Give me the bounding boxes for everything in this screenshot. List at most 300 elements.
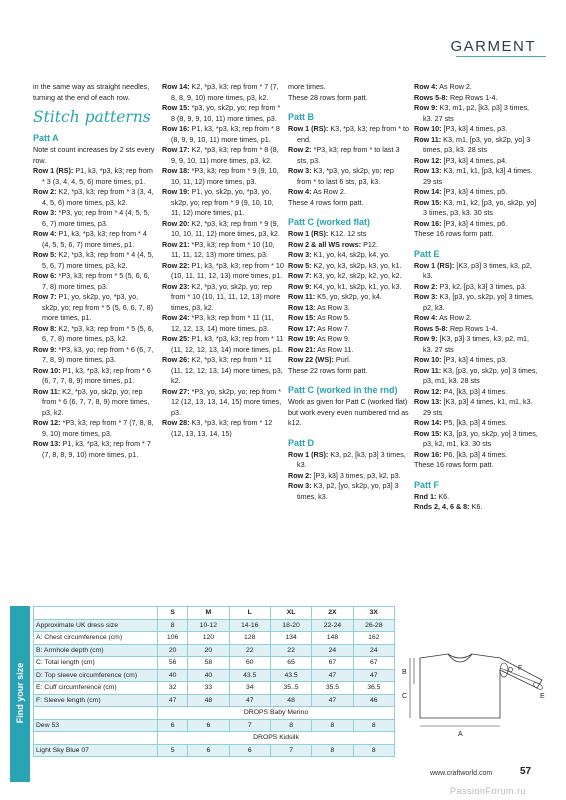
row-text: P1, k3, *p3, k3; rep from * 6 (6, 7, 7, 8, 9) more times, p1. [42, 365, 151, 385]
row-label: Row 2 & all WS rows: [288, 239, 362, 249]
pattern-row [414, 292, 540, 313]
measurement-value: 8 [353, 744, 394, 757]
row-text: Rep Rows 1-4. [447, 323, 498, 333]
column-1 [33, 82, 155, 460]
measurement-value: 40 [158, 669, 188, 682]
measurement-value: 46 [353, 694, 394, 707]
size-table-row [34, 694, 395, 707]
measurement-label: Light Sky Blue 07 [34, 744, 158, 757]
row-text: [P3, k3] 4 times, p6. [441, 218, 508, 228]
row-label: Rnds 2, 4, 6 & 8: [414, 502, 470, 511]
intro-text: in the same way as straight needles, turning at the end of each row. [33, 82, 150, 102]
column-3 [288, 82, 410, 502]
pattern-row [33, 324, 155, 345]
measurement-value: 58 [188, 657, 229, 670]
measurement-value: 24 [353, 644, 394, 657]
pattern-row [288, 250, 410, 261]
pattern-row [33, 439, 155, 460]
patt-e-rows [414, 261, 540, 461]
patt-a-lead: more times. [288, 82, 326, 91]
row-label: Row 7: [33, 292, 57, 301]
row-label: Row 15: [414, 428, 442, 438]
row-text: P6, [k3, p3] 4 times. [441, 449, 508, 459]
pattern-row [414, 387, 540, 398]
pattern-row [162, 261, 284, 282]
row-text: P12. [361, 239, 378, 249]
measurement-value: 18-20 [270, 619, 311, 632]
row-text: K4, yo, k1, sk2p, k1, yo, k3. [311, 281, 402, 291]
measurement-value: 120 [188, 632, 229, 645]
measurement-value: 20 [158, 644, 188, 657]
pattern-row [162, 187, 284, 219]
row-label: Row 5: [288, 260, 312, 270]
pattern-row [414, 429, 540, 450]
measurement-label: E: Cuff circumference (cm) [34, 682, 158, 695]
row-label: Row 13: [414, 397, 442, 406]
row-text: K2, *p3, k3; rep from * 5 (5, 6, 6, 7, 8) more times, p3, k2. [42, 323, 154, 343]
column-4 [414, 82, 540, 513]
row-label: Row 3: [288, 166, 312, 175]
row-text: As Row 5. [315, 313, 350, 322]
row-label: Row 23: [162, 281, 190, 291]
row-text: K3, [p3, yo, sk2p, yo] 3 times, p3, k2, m1, k3. 30 sts [423, 428, 538, 448]
row-label: Row 3: [288, 481, 312, 490]
size-table-header [34, 607, 395, 620]
row-label: Row 21: [162, 239, 190, 249]
row-label: Row 2: [414, 281, 438, 291]
measurement-value: 162 [353, 632, 394, 645]
pattern-row [162, 124, 284, 145]
measurement-value: 8 [270, 719, 311, 732]
row-text: As Row 2. [437, 313, 472, 322]
diagram-label-c: C [402, 693, 408, 700]
row-text: K2, *p3, k3; rep from * 11 (11, 12, 12, 13, 14) more times, p3, k2. [171, 355, 283, 385]
pattern-row [414, 450, 540, 461]
size-table-row [34, 632, 395, 645]
measurement-value: 67 [353, 657, 394, 670]
diagram-body-outline [420, 654, 542, 718]
patt-d-footer: These 16 rows form patt. [414, 229, 494, 238]
patt-d-rows [288, 450, 410, 503]
pattern-row [288, 334, 410, 345]
row-label: Row 22: [162, 260, 190, 270]
measurement-value: 7 [270, 744, 311, 757]
row-text: Rep Rows 1-4. [447, 92, 498, 102]
measurement-value: 26-28 [353, 619, 394, 632]
row-text: P1, k3, *p3, k3; rep from * 4 (4, 5, 5, 6, 7) more times, p1. [42, 229, 147, 249]
pattern-row [162, 103, 284, 124]
pattern-row [414, 418, 540, 429]
stitch-patterns-heading: Stitch patterns [33, 108, 151, 126]
row-text: K2, *p3, yo, sk2p, yo; rep from * 6 (6, 7, 7, 8, 9) more times, p3, k2. [42, 386, 150, 417]
row-label: Row 26: [162, 355, 190, 364]
measurement-label: Dew 53 [34, 719, 158, 732]
row-label: Row 14: [162, 82, 190, 91]
row-label: Row 19: [288, 334, 316, 343]
row-text: [P3, k3] 4 times, p3. [441, 124, 508, 133]
dim-mark-d [500, 663, 508, 677]
patt-f-rows [414, 492, 540, 513]
measurement-value: 6 [188, 719, 229, 732]
measurement-value: 10-12 [188, 619, 229, 632]
pattern-row [414, 397, 540, 418]
pattern-row [414, 124, 540, 135]
measurement-value: 47 [158, 694, 188, 707]
size-header-cell: 2X [312, 607, 353, 620]
pattern-row [288, 187, 410, 198]
pattern-row [162, 355, 284, 387]
page-number: 57 [520, 766, 532, 777]
patt-b-footer: These 4 rows form patt. [288, 197, 364, 207]
row-text: K3, m1, k2, [p3, yo, sk2p, yo] 3 times, p3, k3. 30 sts [423, 197, 537, 217]
measurement-value: 6 [229, 744, 270, 757]
measurement-value: 47 [312, 694, 353, 707]
row-label: Row 15: [162, 103, 190, 112]
row-text: K2, *p3, yo, sk2p, yo; rep from * 10 (10, 11, 11, 12, 13) more times, p3, k2. [171, 281, 281, 312]
measurement-value: 35..5 [270, 682, 311, 695]
row-text: As Row 2. [437, 82, 472, 91]
pattern-row [414, 502, 540, 513]
patt-b-heading: Patt B [288, 112, 315, 122]
pattern-row [33, 292, 155, 324]
row-label: Row 21: [288, 344, 316, 354]
row-text: *P3, k3; rep from * 11 (11, 12, 12, 13, 14) more times, p3. [171, 313, 274, 333]
pattern-row [414, 166, 540, 187]
pattern-row [288, 282, 410, 293]
row-text: P1, yo, sk2p, yo, *p3, yo, sk2p, yo; rep from * 5 (5, 6, 6, 7, 8) more times, p1. [42, 292, 154, 322]
pattern-row [288, 166, 410, 187]
row-text: [P3, k3] 4 times, p5. [441, 187, 508, 196]
pattern-row [414, 366, 540, 387]
row-text: Purl. [333, 355, 351, 364]
measurement-value: 14-16 [229, 619, 270, 632]
measurement-label: A: Chest circumference (cm) [34, 632, 158, 645]
row-text: K3, [p3, yo, sk2p, yo] 3 times, p2, k3. [423, 292, 534, 312]
size-header-cell: M [188, 607, 229, 620]
patt-a-footer: These 28 rows form patt. [288, 92, 368, 102]
measurement-value: 8 [312, 744, 353, 757]
measurement-value: 5 [158, 744, 188, 757]
row-label: Rows 5-8: [414, 323, 448, 333]
measurement-value: 22 [270, 644, 311, 657]
row-label: Row 10: [33, 365, 61, 375]
row-text: K3, m1, [p3, yo, sk2p, yo] 3 times, p3, k3. 28 sts [423, 134, 531, 154]
row-label: Row 22 (WS): [288, 355, 334, 364]
row-label: Row 4: [288, 187, 312, 196]
row-label: Row 1 (RS): [33, 166, 74, 175]
row-text: P4, [k3, p3] 4 times. [441, 386, 508, 396]
row-text: *P3, k3; rep from * 9 (9, 10, 10, 11, 12) more times, p3. [171, 166, 279, 186]
pattern-row [414, 334, 540, 355]
size-header-cell: 3X [353, 607, 394, 620]
row-text: [P3, k3] 4 times, p4. [441, 155, 508, 165]
patt-c-rnd-text: Work as given for Patt C (worked flat) but work every even numbered rnd as k12. [288, 397, 409, 427]
row-text: K1, yo, k4, sk2p, k4, yo. [311, 250, 390, 259]
row-text: As Row 3. [315, 302, 350, 312]
row-label: Row 15: [288, 313, 316, 322]
pattern-row [414, 261, 540, 282]
pattern-row [288, 292, 410, 303]
row-text: K3, p2, [yo, sk2p, yo, p3] 3 times, k3. [297, 481, 399, 501]
measurement-value: 47 [353, 669, 394, 682]
row-text: K3, yo, k2, sk2p, k2, yo, k2. [311, 271, 402, 280]
row-text: K6. [469, 502, 483, 511]
measurement-value: 36.5 [353, 682, 394, 695]
pattern-row [288, 355, 410, 366]
measurement-value: 65 [270, 657, 311, 670]
pattern-row [288, 145, 410, 166]
measurement-label: Approximate UK dress size [34, 619, 158, 632]
row-label: Rnd 1: [414, 491, 437, 501]
pattern-row [33, 208, 155, 229]
measurement-value: 33 [188, 682, 229, 695]
pattern-row [414, 324, 540, 335]
size-table [33, 606, 395, 757]
row-label: Row 9: [414, 334, 438, 343]
row-label: Row 12: [33, 418, 61, 427]
measurement-value: 60 [229, 657, 270, 670]
row-label: Row 9: [414, 103, 438, 112]
row-text: [K3, p3] 3 times, k3, p2, k3. [423, 260, 532, 280]
measurement-value: 47 [312, 669, 353, 682]
row-label: Row 4: [414, 313, 438, 322]
measurement-value: 47 [229, 694, 270, 707]
pattern-row [288, 240, 410, 251]
patt-d-heading: Patt D [288, 437, 315, 448]
row-text: As Row 2. [311, 187, 346, 196]
pattern-row [288, 471, 410, 482]
row-label: Row 9: [288, 281, 312, 291]
row-text: P1, yo, sk2p, yo, *p3, yo, sk2p, yo; rep from * 9 (9, 10, 10, 11, 12) more times, p1. [171, 187, 274, 217]
yarn-heading-spacer [34, 732, 158, 745]
measurement-value: 134 [270, 632, 311, 645]
pattern-row [288, 313, 410, 324]
row-text: K2, *p3, k3; rep from * 4 (4, 5, 5, 6, 7) more times, p3, k2. [42, 250, 154, 270]
size-table-row [34, 644, 395, 657]
row-text: P1, k3, *p3, k3; rep from * 10 (10, 11, 11, 12, 13) more times, p1. [171, 260, 284, 280]
size-table-row [34, 619, 395, 632]
row-label: Row 8: [33, 323, 57, 333]
pattern-row [414, 93, 540, 104]
pattern-row [288, 124, 410, 145]
row-label: Row 28: [162, 418, 190, 427]
patt-b-rows [288, 124, 410, 198]
row-text: As Row 11. [315, 344, 354, 354]
row-label: Row 1 (RS): [288, 449, 329, 459]
patt-e-heading: Patt E [414, 248, 440, 259]
yarn-heading: DROPS Kidsilk [158, 732, 395, 745]
pattern-row [414, 313, 540, 324]
row-text: [K3, p3] 4 times, k1, m1, k3. 29 sts [423, 397, 533, 417]
row-text: [K3, p3] 3 times, k3, p2, m1, k3. 27 sts [423, 334, 530, 354]
size-header-cell [34, 607, 158, 620]
row-label: Row 16: [414, 218, 442, 228]
measurement-label: C: Total length (cm) [34, 657, 158, 670]
pattern-row [162, 145, 284, 166]
row-label: Row 10: [414, 124, 442, 133]
pattern-row [414, 492, 540, 503]
row-label: Row 3: [288, 250, 312, 259]
measurement-value: 32 [158, 682, 188, 695]
row-label: Row 7: [288, 271, 312, 280]
row-label: Row 17: [162, 145, 190, 154]
measurement-value: 67 [312, 657, 353, 670]
row-label: Rows 5-8: [414, 92, 448, 102]
measurement-value: 40 [188, 669, 229, 682]
diagram-label-f: F [518, 665, 523, 672]
row-label: Row 1 (RS): [414, 260, 455, 270]
diagram-label-b: B [402, 669, 407, 676]
row-text: K3, [p3, yo, sk2p, yo] 3 times, p3, m1, k3. 28 sts [423, 365, 538, 385]
pattern-row [288, 481, 410, 502]
row-text: K3, m1, p2, [k3, p3] 3 times, k3. 27 sts [423, 103, 530, 123]
pattern-row [288, 261, 410, 272]
pattern-row [33, 250, 155, 271]
row-text: K3, *p3, yo, sk2p, yo; rep from * to last 6 sts, p3, k3. [297, 166, 394, 186]
measurement-value: 48 [270, 694, 311, 707]
measurement-value: 35.5 [312, 682, 353, 695]
patt-c-flat-footer: These 22 rows form patt. [288, 365, 368, 375]
measurement-value: 56 [158, 657, 188, 670]
measurement-value: 20 [188, 644, 229, 657]
section-title: GARMENT [450, 38, 536, 55]
pattern-row [162, 82, 284, 103]
row-text: P1, k3, *p3, k3; rep from * 7 (7, 8, 8, 9, 10) more times, p1. [42, 439, 151, 459]
diagram-label-a: A [458, 731, 463, 738]
pattern-row [288, 271, 410, 282]
row-text: *P3, k3, yo; rep from * 6 (6, 7, 7, 8, 9) more times, p3. [42, 344, 154, 364]
row-text: *P3, yo, sk2p, yo; rep from * 12 (12, 13, 13, 14, 15) more times, p3. [171, 386, 282, 417]
row-text: K6. [436, 491, 450, 501]
pattern-row [414, 187, 540, 198]
diagram-label-e: E [540, 693, 545, 700]
measurement-value: 22 [229, 644, 270, 657]
measurement-label: D: Top sleeve circumference (cm) [34, 669, 158, 682]
size-table-row [34, 744, 395, 757]
row-text: *P3, yo; rep from * 4 (4, 5, 5, 6, 7) more times, p3. [42, 208, 150, 228]
patt-a-note: Note st count increases by 2 sts every row. [33, 145, 155, 165]
size-table-row [34, 669, 395, 682]
pattern-row [288, 345, 410, 356]
row-text: P1, k3, *p3, k3; rep from * 3 (3, 4, 4, 5, 6) more times, p1. [42, 166, 153, 186]
pattern-row [162, 387, 284, 419]
measurement-value: 128 [229, 632, 270, 645]
row-label: Row 11: [414, 134, 442, 144]
row-label: Row 14: [414, 418, 442, 427]
patt-a-heading: Patt A [33, 133, 59, 143]
pattern-row [33, 229, 155, 250]
patt-c-flat-rows [288, 229, 410, 366]
row-text: K2, *p3, k3; rep from * 7 (7, 8, 8, 9, 10) more times, p3, k2. [171, 82, 279, 102]
row-text: P5, [k3, p3] 4 times. [441, 418, 508, 427]
pattern-row [414, 103, 540, 124]
measurement-value: 148 [312, 632, 353, 645]
pattern-row [414, 355, 540, 366]
pattern-row [33, 345, 155, 366]
measurement-value: 6 [158, 719, 188, 732]
footer-url[interactable]: www.craftworld.com [430, 770, 493, 777]
row-text: *P3, k3; rep from * 5 (5, 6, 6, 7, 8) more times, p3. [42, 271, 150, 291]
pattern-row [414, 282, 540, 293]
column-2 [162, 82, 284, 439]
measurement-value: 8 [312, 719, 353, 732]
measurement-value: 22-24 [312, 619, 353, 632]
measurement-label: B: Armhole depth (cm) [34, 644, 158, 657]
patt-a-rows [33, 166, 155, 460]
pattern-row [33, 418, 155, 439]
row-text: K3, p2, [k3, p3] 3 times, k3. [297, 449, 406, 469]
measurement-value: 24 [312, 644, 353, 657]
measurement-value: 48 [188, 694, 229, 707]
pattern-row [162, 282, 284, 314]
row-label: Row 20: [162, 218, 190, 228]
yarn-heading-spacer [34, 707, 158, 720]
row-label: Row 5: [33, 250, 57, 259]
pattern-row [162, 240, 284, 261]
row-label: Row 10: [414, 355, 442, 364]
row-label: Row 19: [162, 187, 190, 196]
pattern-row [33, 271, 155, 292]
row-label: Row 18: [162, 166, 190, 175]
row-text: [P3, k3] 3 times, p3, k2, p3. [311, 470, 401, 480]
header-rule [456, 56, 546, 57]
row-label: Row 12: [414, 386, 442, 396]
row-label: Row 11: [414, 365, 442, 375]
patt-a-rows-cont [162, 82, 284, 439]
row-text: P3, k2, [p3, k3] 3 times, p3. [437, 281, 527, 291]
row-label: Row 15: [414, 197, 442, 207]
row-text: K2, *p3, k3; rep from * 3 (3, 4, 4, 5, 6) more times, p3, k2. [42, 187, 154, 207]
size-header-cell: L [229, 607, 270, 620]
row-label: Row 1 (RS): [288, 124, 329, 133]
measurement-label: F: Sleeve length (cm) [34, 694, 158, 707]
row-label: Row 27: [162, 386, 190, 396]
row-label: Row 4: [414, 82, 438, 91]
patt-d-rows-cont [414, 82, 540, 229]
row-label: Row 2: [288, 145, 312, 154]
size-header-cell: XL [270, 607, 311, 620]
row-text: *P3, k3; rep from * 7 (7, 8, 8, 9, 10) more times, p3. [42, 418, 154, 438]
row-label: Row 13: [288, 302, 316, 312]
row-label: Row 13: [414, 166, 442, 175]
row-label: Row 11: [33, 386, 61, 396]
pattern-row [162, 418, 284, 439]
row-text: K2, yo, k3, sk2p, k3, yo, k1. [311, 260, 402, 270]
row-text: P1, k3, *p3, k3; rep from * 11 (11, 12, 12, 13, 14) more times, p1. [171, 334, 284, 354]
row-text: As Row 7. [315, 323, 350, 333]
row-label: Row 13: [33, 439, 61, 448]
measurement-value: 6 [188, 744, 229, 757]
row-label: Row 1 (RS): [288, 229, 329, 238]
row-label: Row 25: [162, 334, 190, 343]
row-text: *P3, k3; rep from * 10 (10, 11, 11, 12, 13) more times, p3. [171, 239, 275, 259]
pattern-row [414, 82, 540, 93]
measurement-value: 43.5 [270, 669, 311, 682]
pattern-row [288, 303, 410, 314]
watermark: PassionForum.ru [450, 786, 527, 796]
measurement-value: 34 [229, 682, 270, 695]
measurement-value: 43.5 [229, 669, 270, 682]
row-label: Row 2: [33, 187, 57, 196]
row-label: Row 2: [288, 470, 312, 480]
garment-diagram [400, 640, 550, 740]
measurement-value: 7 [229, 719, 270, 732]
patt-f-heading: Patt F [414, 479, 440, 490]
row-text: K3, *p3, k3; rep from * to end. [297, 124, 410, 144]
pattern-row [414, 156, 540, 167]
row-text: K3, *p3, k3; rep from * 12 (12, 13, 13, 14, 15) [171, 418, 273, 438]
pattern-row [162, 313, 284, 334]
